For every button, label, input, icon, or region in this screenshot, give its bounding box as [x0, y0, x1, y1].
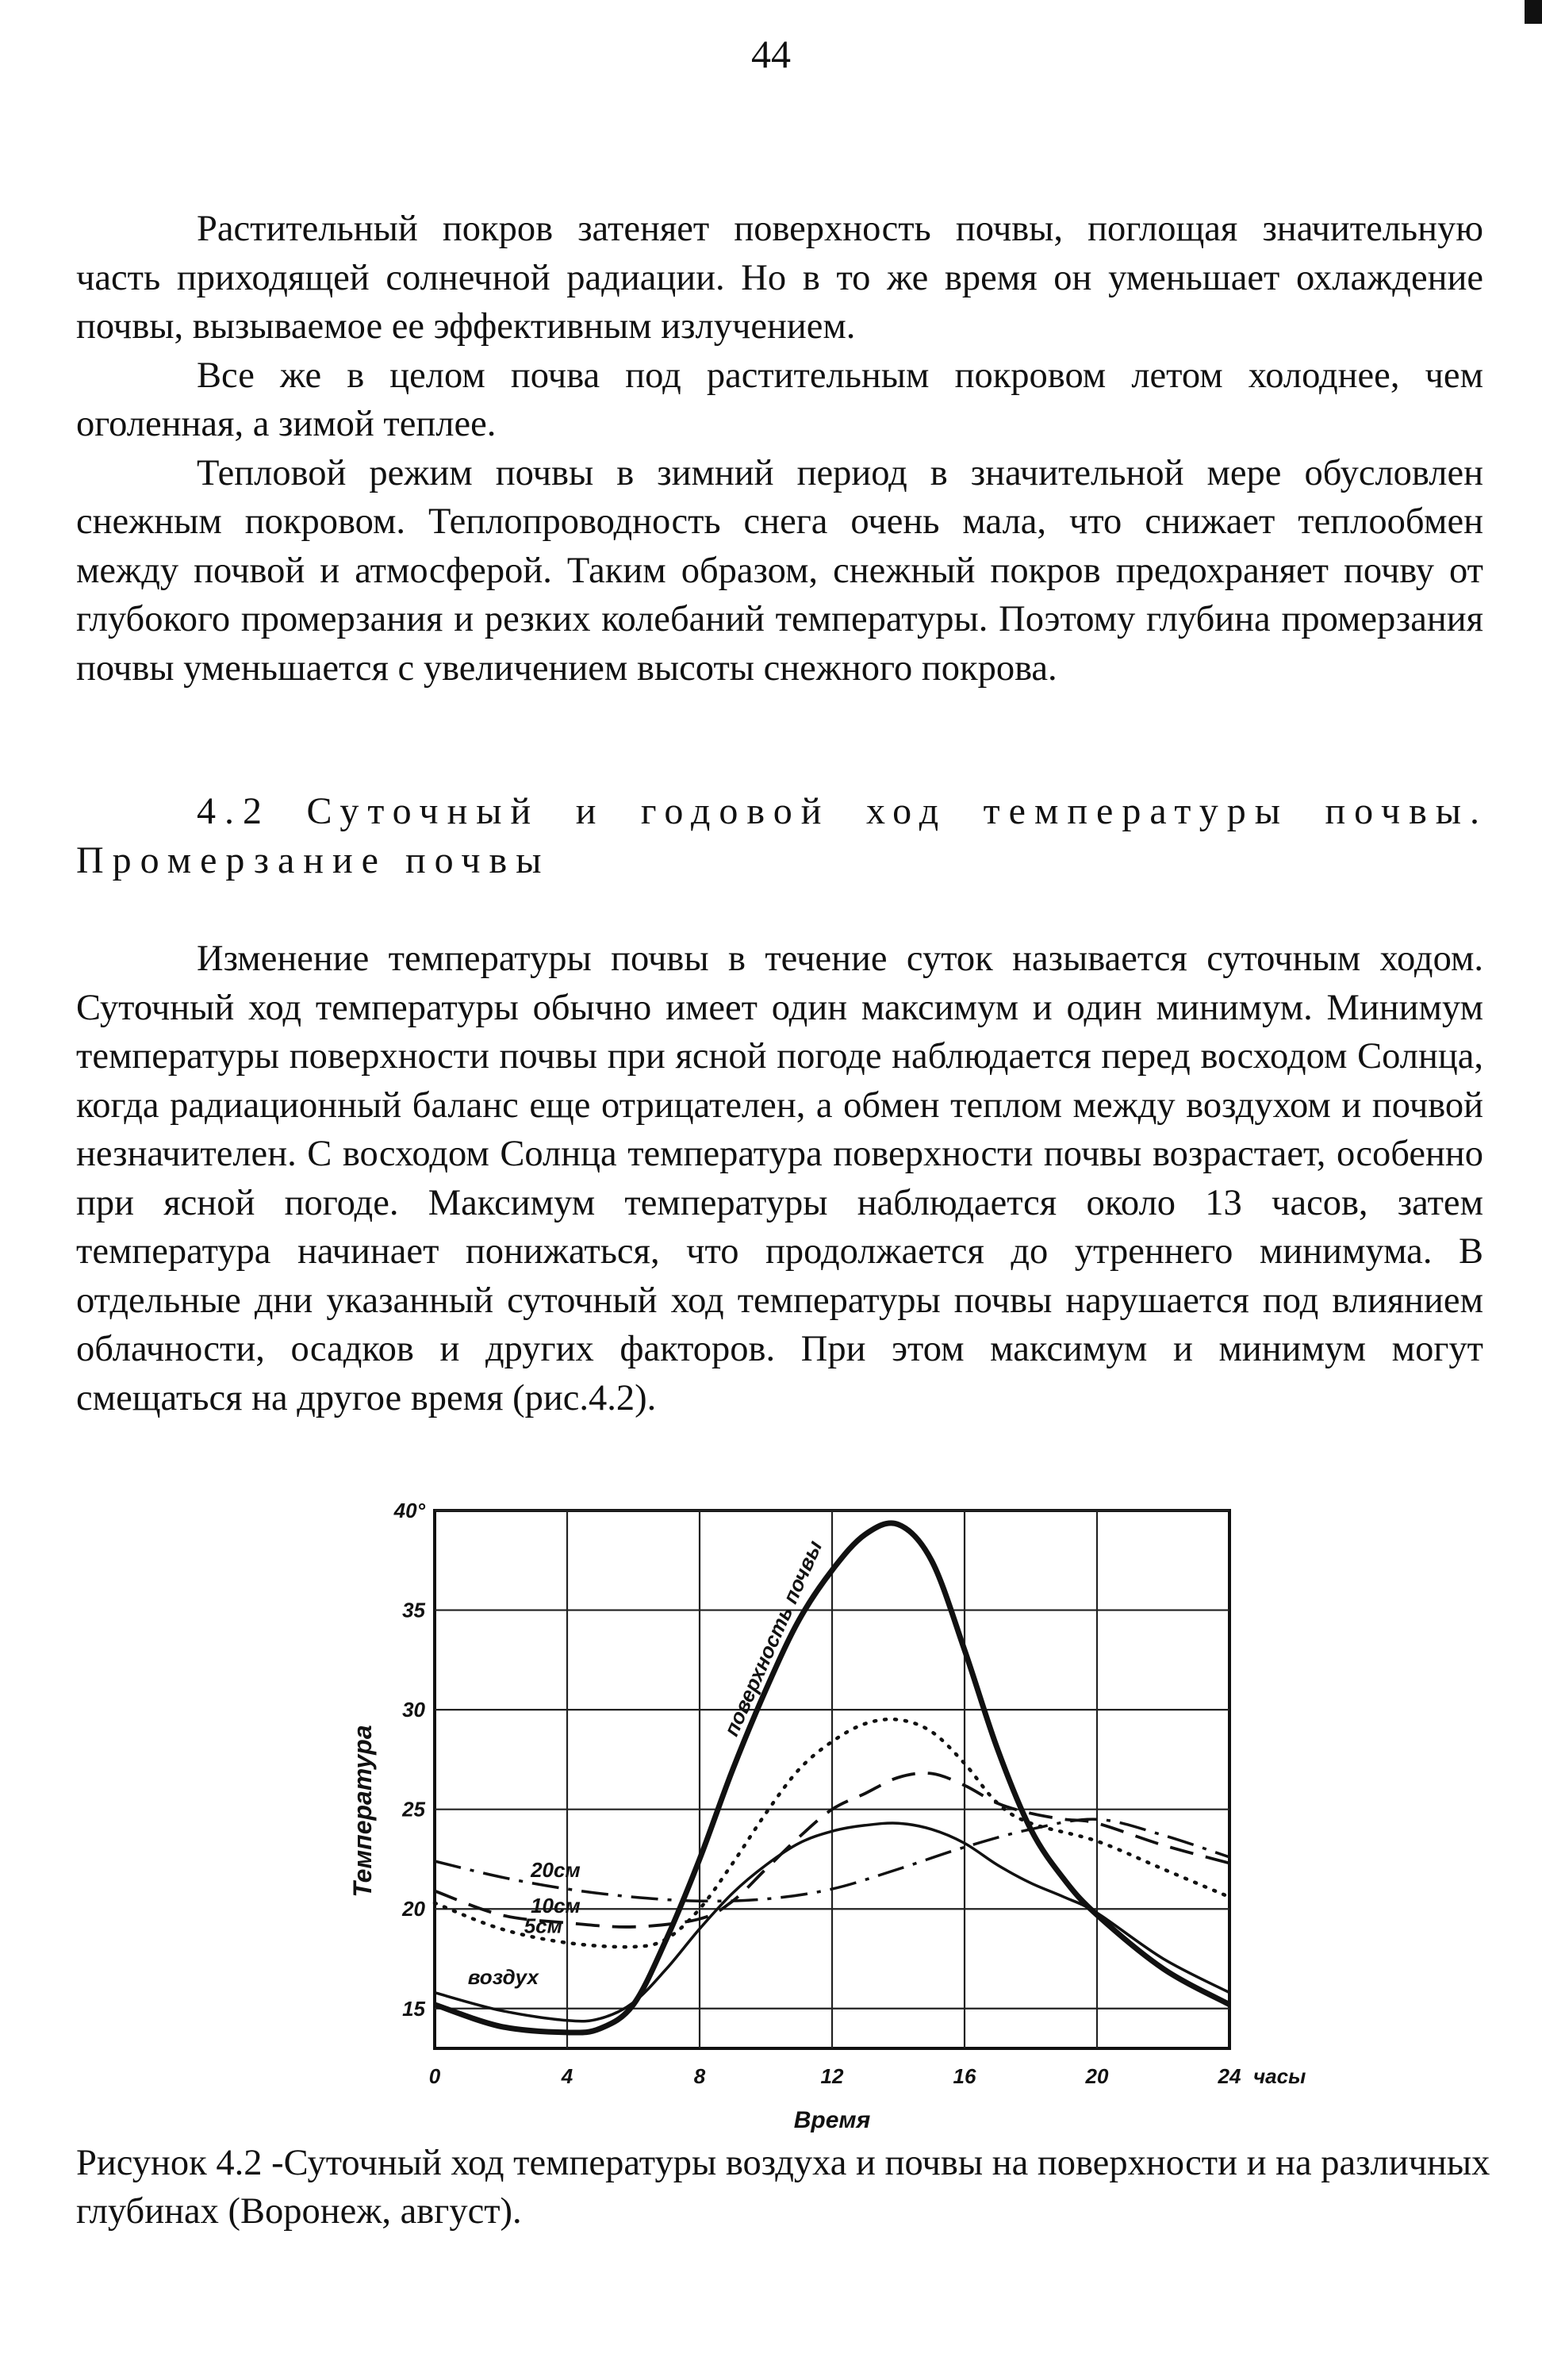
- y-tick-label: 20: [402, 1897, 425, 1921]
- paragraph: Изменение температуры почвы в течение суток называется суточным ходом. Суточный ход температуры обычно имеет один максимум и один минимум. Минимум температуры поверхности почвы при ясной погоде наблюдается перед восходом Солнца, когда радиационный баланс еще отрицателен, а обмен теплом между воздухом и почвой незначителен. С восходом Солнца температура поверхности почвы возрастает, особенно при ясной погоде. Максимум температуры наблюдается около 13 часов, затем температура начинает понижаться, что продолжается до утреннего минимума. В отдельные дни указанный суточный ход температуры почвы нарушается под влиянием облачности, осадков и других факторов. При этом максимум и минимум могут смещаться на другое время (рис.4.2).: [76, 939, 1483, 1418]
- x-tick-label: 0: [428, 2064, 441, 2088]
- figure-caption: Рисунок 4.2 -Суточный ход температуры воздуха и почвы на поверхности и на различных глубинах (Воронеж, август).: [76, 2143, 1490, 2232]
- y-tick-label: 15: [402, 1996, 425, 2021]
- section-intro-text: [76, 205, 1483, 693]
- x-tick-label: 16: [953, 2064, 976, 2088]
- chart-svg: [325, 1476, 1348, 2142]
- x-tick-label: 24: [1218, 2064, 1241, 2088]
- series-label: 5см: [524, 1914, 562, 1938]
- x-tick-label: 8: [693, 2064, 706, 2088]
- y-tick-label: 25: [402, 1797, 425, 1821]
- y-tick-label: 30: [402, 1698, 425, 1722]
- x-axis-title: Время: [793, 2107, 871, 2133]
- section-heading: 4.2 Суточный и годовой ход температуры почвы. Промерзание почвы: [76, 790, 1488, 881]
- paragraph: Все же в целом почва под растительным покровом летом холоднее, чем оголенная, а зимой теплее.: [76, 355, 1483, 444]
- section-body-text: [76, 935, 1483, 1422]
- scan-corner-mark: [1525, 0, 1542, 24]
- y-tick-label: 40°: [393, 1499, 425, 1522]
- x-unit-label: часы: [1253, 2064, 1306, 2088]
- paragraph: Тепловой режим почвы в зимний период в значительной мере обусловлен снежным покровом. Теплопроводность снега очень мала, что снижает теплообмен между почвой и атмосферой. Таким образом, снежный покров предохраняет почву от глубокого промерзания и резких колебаний температуры. Поэтому глубина промерзания почвы уменьшается с увеличением высоты снежного покрова.: [76, 452, 1483, 689]
- series-label: поверхность почвы: [719, 1537, 827, 1740]
- x-tick-label: 12: [820, 2064, 844, 2088]
- x-tick-label: 4: [561, 2064, 573, 2088]
- series-label: воздух: [467, 1965, 539, 1990]
- y-axis-title: Температура: [348, 1725, 377, 1898]
- y-tick-label: 35: [402, 1598, 425, 1622]
- series-label: 20см: [531, 1858, 581, 1883]
- paragraph: Растительный покров затеняет поверхность почвы, поглощая значительную часть приходящей солнечной радиации. Но в то же время он уменьшает охлаждение почвы, вызываемое ее эффективным излучением.: [76, 209, 1483, 347]
- series-label: 10см: [531, 1894, 581, 1918]
- figure-temperature-chart: [325, 1476, 1348, 2142]
- page-number: 44: [751, 32, 791, 76]
- x-tick-label: 20: [1085, 2064, 1109, 2088]
